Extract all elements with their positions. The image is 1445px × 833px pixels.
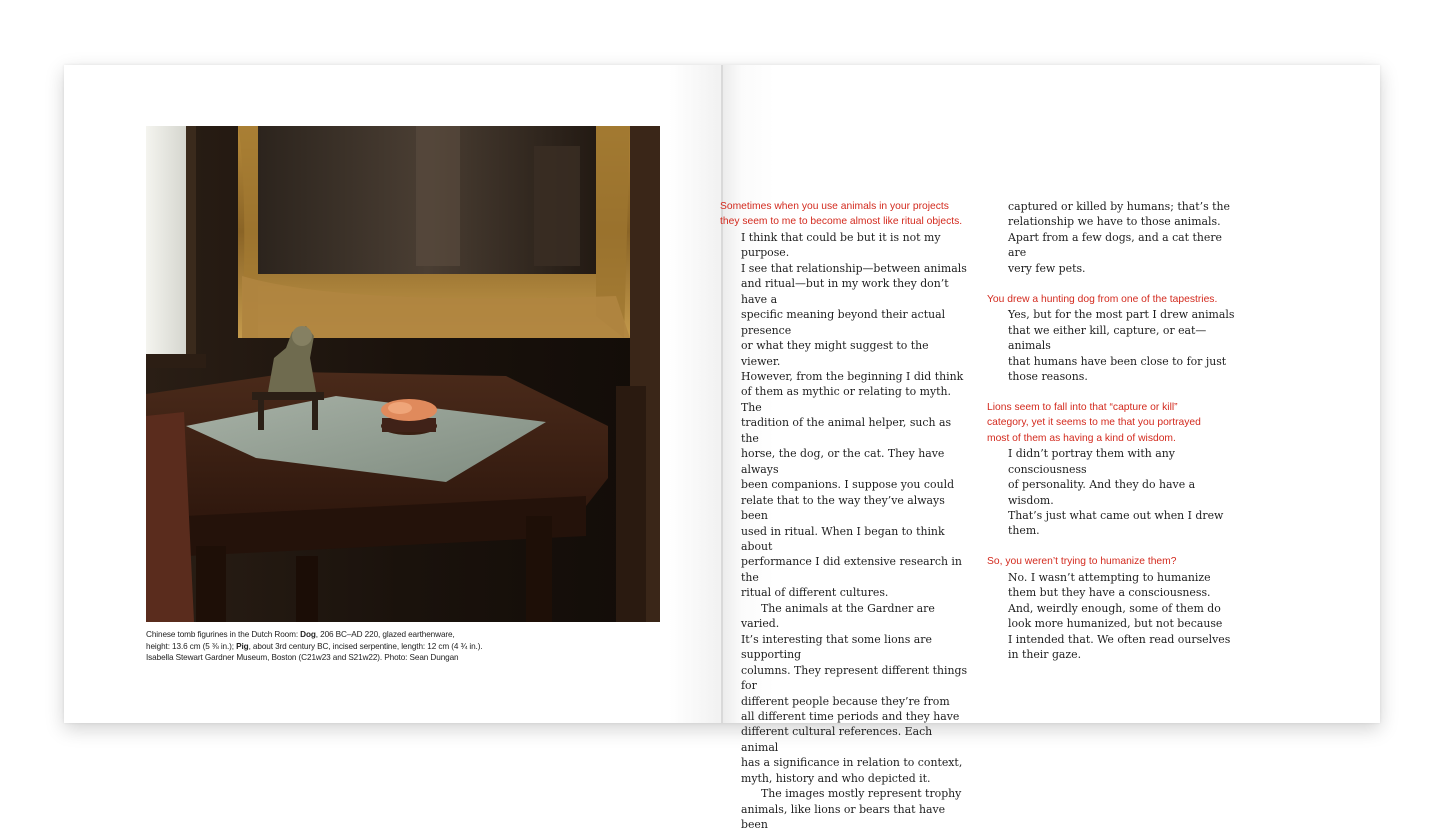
question-line: most of them as having a kind of wisdom.	[987, 432, 1176, 444]
caption-bold-dog: Dog	[300, 630, 316, 639]
answer-line: different people because they’re from	[741, 694, 950, 708]
answer-line: has a significance in relation to context,	[741, 756, 963, 770]
caption-line-1	[146, 629, 666, 641]
question-4	[987, 554, 1237, 569]
caption-line-2	[146, 641, 666, 653]
caption-text: , 206 BC–AD 220, glazed earthenware,	[315, 630, 455, 639]
answer-line: And, weirdly enough, some of them do	[1008, 601, 1221, 615]
answer-line: myth, history and who depicted it.	[741, 771, 931, 785]
question-line: Lions seem to fall into that “capture or kill”	[987, 401, 1178, 413]
answer-line: captured or killed by humans; that’s the	[1008, 200, 1230, 213]
spacer	[987, 276, 1237, 291]
spacer	[987, 384, 1237, 399]
answer-1-continued	[987, 199, 1237, 276]
answer-line: performance I did extensive research in the	[741, 555, 962, 584]
answer-line: very few pets.	[1008, 261, 1086, 275]
answer-line: tradition of the animal helper, such as the	[741, 416, 952, 445]
caption-text: Chinese tomb figurines in the Dutch Room:	[146, 630, 301, 639]
answer-line: columns. They represent different things for	[741, 663, 968, 693]
answer-3	[987, 446, 1237, 539]
photo-caption	[146, 629, 666, 664]
answer-line: and ritual—but in my work they don’t have a	[741, 277, 949, 306]
question-line: category, yet it seems to me that you portrayed	[987, 417, 1201, 429]
answer-line: Apart from a few dogs, and a cat there are	[1008, 230, 1222, 260]
museum-photo	[146, 126, 660, 622]
answer-line: I think that could be but it is not my purpose.	[741, 230, 941, 260]
answer-line: specific meaning beyond their actual presence	[741, 308, 946, 337]
answer-line: of them as mythic or relating to myth. The	[741, 385, 952, 414]
dutch-room-image	[146, 126, 660, 622]
question-1	[720, 199, 970, 230]
text-column-1	[720, 199, 970, 833]
question-line: You drew a hunting dog from one of the tapestries.	[987, 293, 1218, 305]
answer-line: used in ritual. When I began to think about	[741, 524, 945, 553]
answer-line: those reasons.	[1008, 369, 1088, 383]
question-3	[987, 400, 1237, 446]
caption-text: height: 13.6 cm (5 ⅜ in.);	[146, 641, 237, 651]
answer-2	[987, 307, 1237, 384]
answer-line: all different time periods and they have	[741, 709, 960, 723]
answer-line: The images mostly represent trophy	[761, 787, 962, 801]
answer-1	[720, 230, 970, 833]
answer-line: relate that to the way they’ve always been	[741, 493, 945, 523]
answer-line: I didn’t portray them with any consciousness	[1008, 447, 1175, 476]
answer-4	[987, 570, 1237, 663]
answer-line: horse, the dog, or the cat. They have always	[741, 447, 945, 476]
question-line: Sometimes when you use animals in your projects	[720, 201, 949, 212]
answer-line: The animals at the Gardner are varied.	[741, 601, 935, 631]
answer-line: I see that relationship—between animals	[741, 261, 967, 275]
spacer	[987, 539, 1237, 554]
question-line: So, you weren’t trying to humanize them?	[987, 556, 1177, 568]
caption-line-3: Isabella Stewart Gardner Museum, Boston (C21w23 and S21w22). Photo: Sean Dungan	[146, 653, 459, 663]
answer-line: It’s interesting that some lions are supporting	[741, 632, 932, 662]
answer-line: No. I wasn’t attempting to humanize	[1008, 570, 1211, 584]
answer-line: Yes, but for the most part I drew animals	[1008, 308, 1235, 322]
answer-line: That’s just what came out when I drew them.	[1008, 509, 1224, 538]
caption-bold-pig: Pig	[236, 641, 249, 651]
answer-line: or what they might suggest to the viewer.	[741, 339, 929, 368]
answer-line: been companions. I suppose you could	[741, 478, 955, 492]
answer-line: that we either kill, capture, or eat—animals	[1008, 323, 1207, 353]
answer-line: that humans have been close to for just	[1008, 354, 1227, 368]
caption-text: , about 3rd century BC, incised serpentine, length: 12 cm (4 ¾ in.).	[248, 641, 483, 651]
answer-line: them but they have a consciousness.	[1008, 586, 1211, 600]
question-line: they seem to me to become almost like ritual objects.	[720, 216, 963, 228]
answer-line: animals, like lions or bears that have been	[741, 802, 946, 832]
answer-line: different cultural references. Each animal	[741, 725, 933, 754]
answer-line: of personality. And they do have a wisdom.	[1008, 478, 1196, 507]
answer-line: ritual of different cultures.	[741, 586, 889, 600]
answer-line: in their gaze.	[1008, 648, 1082, 662]
question-2	[987, 292, 1237, 307]
answer-line: relationship we have to those animals.	[1008, 215, 1221, 229]
answer-line: I intended that. We often read ourselves	[1008, 632, 1231, 646]
answer-line: look more humanized, but not because	[1008, 617, 1223, 631]
text-column-2	[987, 199, 1237, 663]
answer-line: However, from the beginning I did think	[741, 369, 964, 383]
